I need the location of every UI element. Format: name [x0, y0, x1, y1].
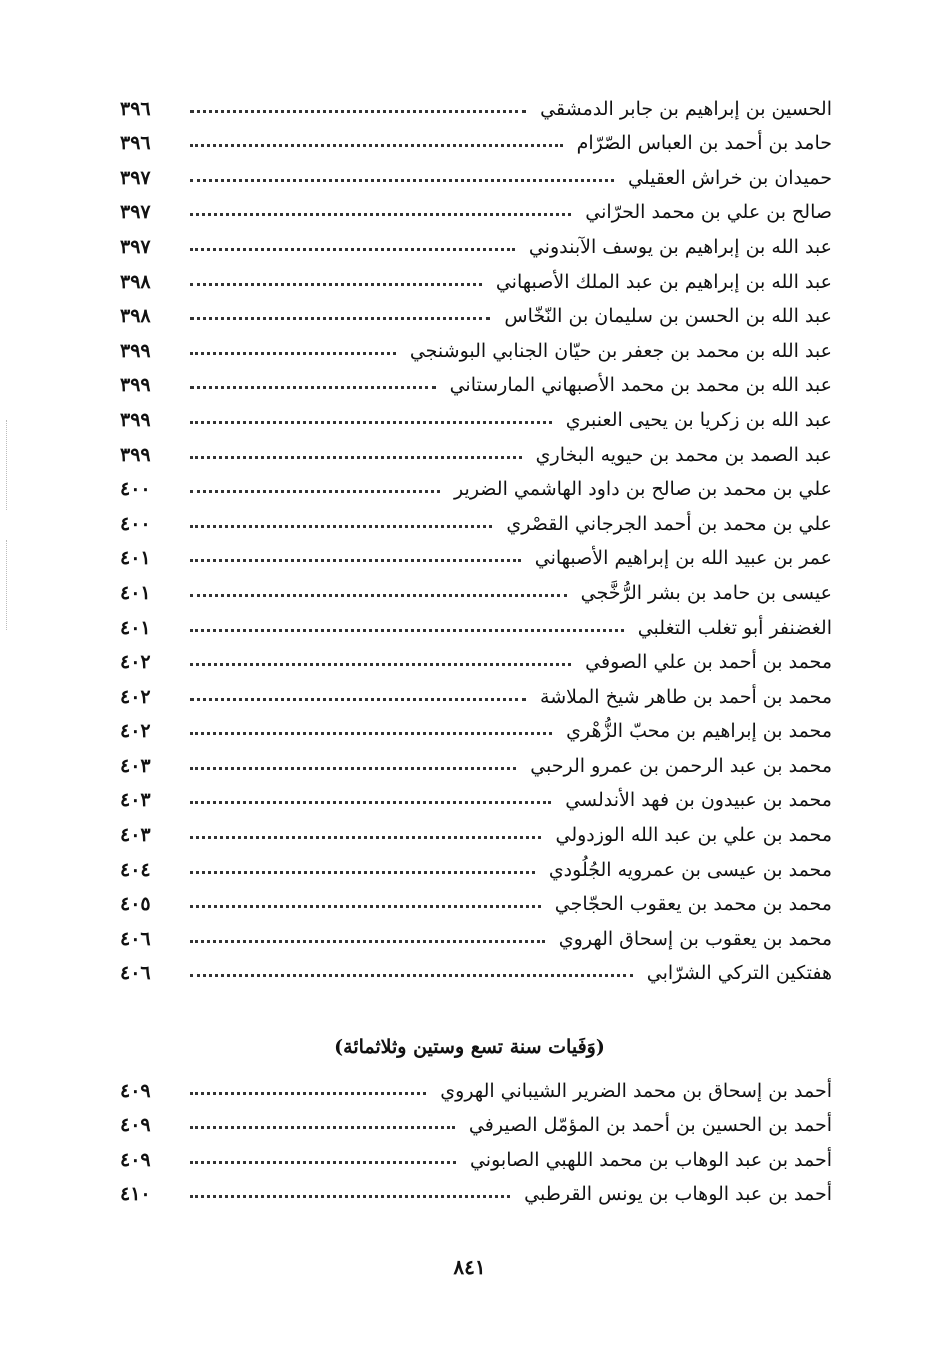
leader-dots	[190, 1092, 426, 1095]
entry-name: عبد الله بن الحسن بن سليمان بن النّخّاس	[504, 305, 832, 328]
toc-row	[120, 263, 832, 298]
leader-dots	[190, 629, 624, 632]
leader-dots	[190, 767, 516, 770]
entry-page: ٣٩٨	[120, 305, 151, 328]
section-heading: (وَفَيات سنة تسع وستين وثلاثمائة)	[334, 1036, 605, 1058]
entry-name: حامد بن أحمد بن العباس الصّرّام	[576, 132, 832, 155]
toc-row	[120, 1176, 832, 1211]
entry-name: محمد بن أحمد بن طاهر شيخ الملاشة	[540, 685, 832, 708]
entry-name: عيسى بن حامد بن بشر الرُّخَّجي	[580, 581, 832, 604]
entry-page: ٤٠٩	[120, 1079, 151, 1102]
entry-page: ٣٩٩	[120, 374, 151, 397]
toc-row	[120, 782, 832, 817]
entry-name: حميدان بن خراش العقيلي	[628, 166, 832, 189]
entry-name: محمد بن إبراهيم بن محبّ الزُّهْري	[566, 720, 832, 743]
leader-dots	[190, 871, 535, 874]
scan-edge-mark	[6, 540, 8, 630]
toc-row	[120, 644, 832, 679]
leader-dots	[190, 386, 436, 389]
entry-name: علي بن محمد بن أحمد الجرجاني القصْري	[506, 512, 832, 535]
leader-dots	[190, 974, 633, 977]
entry-page: ٣٩٦	[120, 97, 151, 120]
entry-name: محمد بن أحمد بن علي الصوفي	[585, 651, 832, 674]
entry-page: ٣٩٧	[120, 235, 151, 258]
leader-dots	[190, 248, 515, 251]
toc-row	[120, 159, 832, 194]
entry-page: ٣٩٦	[120, 132, 151, 155]
entry-name: محمد بن يعقوب بن إسحاق الهروي	[558, 927, 832, 950]
leader-dots	[190, 663, 571, 666]
toc-list	[120, 90, 832, 989]
toc-row	[120, 955, 832, 990]
entry-name: عبد الله بن إبراهيم بن عبد الملك الأصبهاني	[495, 270, 832, 293]
entry-page: ٤٠٢	[120, 685, 151, 708]
entry-name: صالح بن علي بن محمد الحرّاني	[585, 201, 832, 224]
leader-dots	[190, 594, 567, 597]
leader-dots	[190, 905, 541, 908]
toc-row	[120, 194, 832, 229]
leader-dots	[190, 698, 526, 701]
leader-dots	[190, 490, 440, 493]
toc-row	[120, 298, 832, 333]
toc-row	[120, 713, 832, 748]
leader-dots	[190, 1126, 455, 1129]
leader-dots	[190, 144, 563, 147]
page-number: ٨٤١	[453, 1255, 486, 1279]
entry-page: ٣٩٨	[120, 270, 151, 293]
leader-dots	[190, 801, 551, 804]
toc-row	[120, 125, 832, 160]
entry-name: أحمد بن عبد الوهاب بن يونس القرطبي	[524, 1183, 832, 1206]
toc-row	[120, 540, 832, 575]
toc-row	[120, 747, 832, 782]
toc-row	[120, 1141, 832, 1176]
leader-dots	[190, 352, 396, 355]
entry-page: ٤٠١	[120, 581, 151, 604]
entry-name: محمد بن محمد بن يعقوب الحجّاجي	[554, 893, 832, 916]
entry-name: عبد الله بن محمد بن جعفر بن حيّان الجنابي البوشنجي	[409, 339, 832, 362]
leader-dots	[190, 421, 552, 424]
entry-page: ٤٠١	[120, 547, 151, 570]
leader-dots	[190, 559, 521, 562]
toc-row	[120, 816, 832, 851]
toc-row	[120, 436, 832, 471]
toc-row	[120, 228, 832, 263]
entry-page: ٤٠٥	[120, 893, 151, 916]
entry-page: ٤٠٢	[120, 651, 151, 674]
entry-page: ٤٠٢	[120, 720, 151, 743]
entry-page: ٣٩٧	[120, 166, 151, 189]
leader-dots	[190, 1195, 510, 1198]
entry-page: ٤١٠	[120, 1183, 151, 1206]
toc-row	[120, 505, 832, 540]
toc-row	[120, 90, 832, 125]
toc-row	[120, 332, 832, 367]
entry-name: أحمد بن إسحاق بن محمد الضرير الشيباني الهروي	[440, 1079, 832, 1102]
leader-dots	[190, 525, 492, 528]
entry-name: عبد الله بن إبراهيم بن يوسف الآبندوني	[528, 235, 832, 258]
toc-row	[120, 1072, 832, 1107]
leader-dots	[190, 456, 522, 459]
entry-page: ٤٠١	[120, 616, 151, 639]
leader-dots	[190, 836, 541, 839]
entry-name: عبد الصمد بن محمد بن حيويه البخاري	[535, 443, 832, 466]
leader-dots	[190, 179, 614, 182]
entry-page: ٤٠٩	[120, 1114, 151, 1137]
entry-page: ٣٩٧	[120, 201, 151, 224]
toc-row	[120, 851, 832, 886]
scan-edge-mark	[6, 420, 8, 510]
toc-row	[120, 609, 832, 644]
toc-row	[120, 574, 832, 609]
entry-page: ٤٠٠	[120, 478, 151, 501]
leader-dots	[190, 940, 545, 943]
entry-name: الغضنفر أبو تغلب التغلبي	[637, 616, 832, 639]
entry-name: أحمد بن الحسين بن أحمد بن المؤمّل الصيرفي	[468, 1114, 832, 1137]
entry-page: ٣٩٩	[120, 408, 151, 431]
toc-row	[120, 367, 832, 402]
leader-dots	[190, 283, 482, 286]
toc-row	[120, 471, 832, 506]
entry-page: ٤٠٣	[120, 824, 151, 847]
entry-name: الحسين بن إبراهيم بن جابر الدمشقي	[540, 97, 832, 120]
entry-name: محمد بن علي بن عبد الله الوزدولي	[555, 824, 832, 847]
entry-name: عمر بن عبيد الله بن إبراهيم الأصبهاني	[534, 547, 832, 570]
entry-name: محمد بن عيسى بن عمرويه الجُلُودي	[548, 858, 832, 881]
entry-name: علي بن محمد بن صالح بن داود الهاشمي الضرير	[454, 478, 832, 501]
leader-dots	[190, 732, 552, 735]
entry-page: ٤٠٣	[120, 754, 151, 777]
leader-dots	[190, 317, 490, 320]
entry-page: ٤٠٣	[120, 789, 151, 812]
entry-page: ٤٠٠	[120, 512, 151, 535]
entry-page: ٣٩٩	[120, 443, 151, 466]
entry-name: هفتكين التركي الشرّابي	[646, 962, 832, 985]
entry-name: عبد الله بن محمد بن محمد الأصبهاني المارستاني	[449, 374, 832, 397]
entry-name: عبد الله بن زكريا بن يحيى العنبري	[565, 408, 832, 431]
entry-page: ٤٠٤	[120, 858, 151, 881]
toc-row	[120, 678, 832, 713]
toc-row	[120, 920, 832, 955]
leader-dots	[190, 1161, 456, 1164]
toc-row	[120, 401, 832, 436]
entry-page: ٤٠٩	[120, 1148, 151, 1171]
entry-page: ٣٩٩	[120, 339, 151, 362]
entry-name: محمد بن عبد الرحمن بن عمرو الرحبي	[530, 754, 832, 777]
entry-name: محمد بن عبيدون بن فهد الأندلسي	[565, 789, 832, 812]
toc-row	[120, 1107, 832, 1142]
leader-dots	[190, 110, 526, 113]
entry-page: ٤٠٦	[120, 927, 151, 950]
entry-page: ٤٠٦	[120, 962, 151, 985]
toc-list-section	[120, 1072, 832, 1210]
toc-row	[120, 886, 832, 921]
entry-name: أحمد بن عبد الوهاب بن محمد اللهبي الصابوني	[469, 1148, 832, 1171]
leader-dots	[190, 213, 571, 216]
